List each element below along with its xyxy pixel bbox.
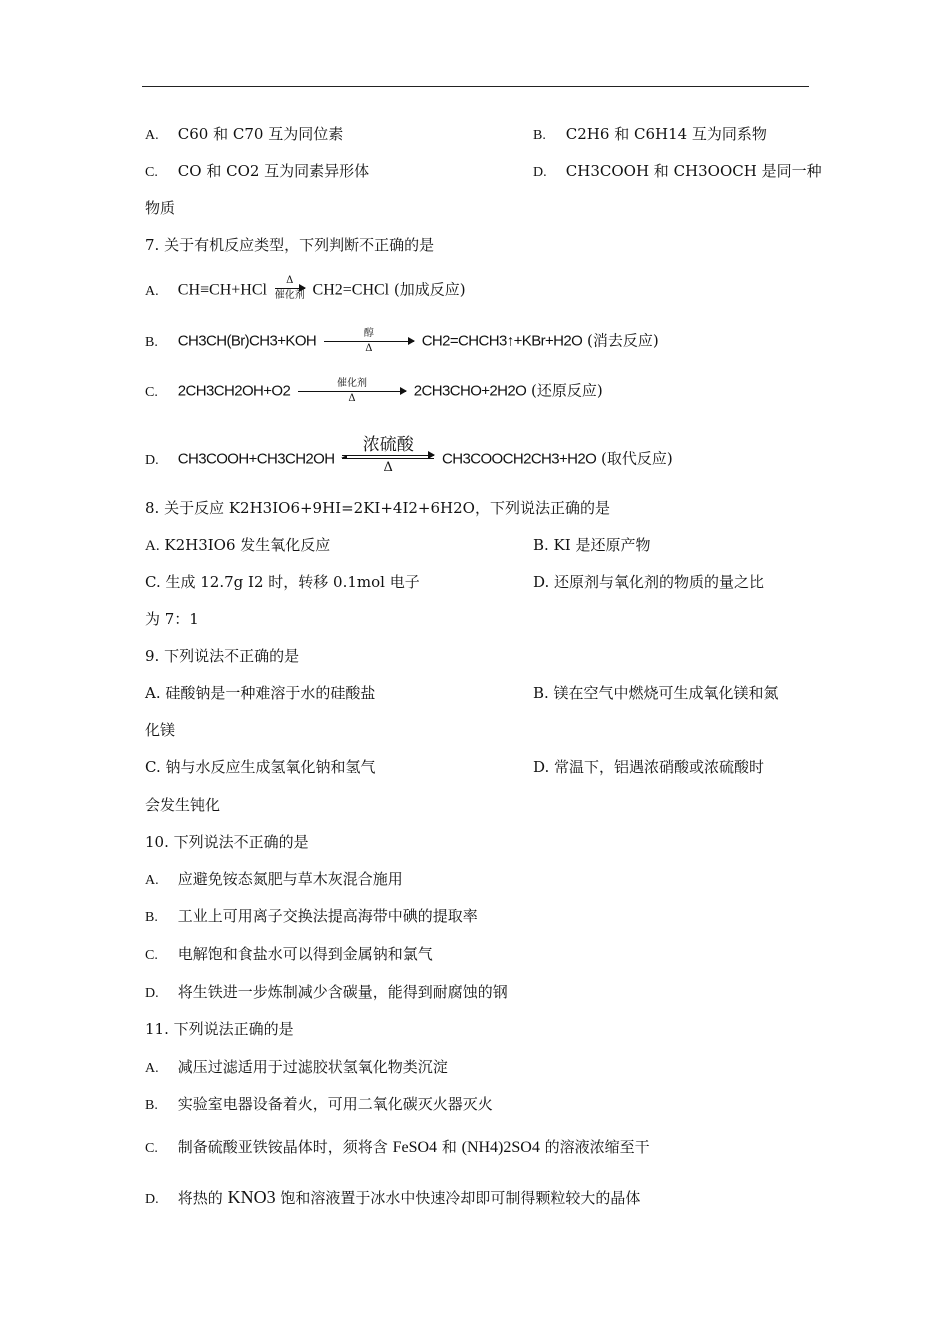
q7-d-type: (取代反应) [601, 449, 673, 468]
q7-option-d: D. CH3COOH+CH3CH2OH 浓硫酸 Δ CH3COOCH2CH3+H2O (取代反应) [145, 435, 673, 475]
q6-option-d-cont: 物质 [145, 199, 176, 217]
q11-option-b-text: 实验室电器设备着火，可用二氧化碳灭火器灭火 [177, 1095, 493, 1113]
q6-option-b: B. C2H6 和 C6H14 互为同系物 [533, 125, 767, 143]
q7-a-product: CH2=CHCl [312, 281, 390, 299]
q11-option-d-text-2: 饱和溶液置于冰水中快速冷却即可制得颗粒较大的晶体 [280, 1189, 641, 1207]
q8-option-b: B. KI 是还原产物 [533, 536, 651, 554]
q7-option-c: C. 2CH3CH2OH+O2 催化剂 Δ 2CH3CHO+2H2O (还原反应) [145, 378, 603, 404]
q6-option-a: A. C60 和 C70 互为同位素 [145, 125, 344, 143]
q11-option-a: A. 减压过滤适用于过滤胶状氢氧化物类沉淀 [145, 1058, 448, 1076]
q6-option-d-text: CH3COOH 和 CH3OOCH 是同一种 [565, 162, 822, 180]
q8-option-d: D. 还原剂与氧化剂的物质的量之比 [533, 573, 765, 591]
q6-option-b-text: C2H6 和 C6H14 互为同系物 [565, 125, 767, 143]
q9-option-b: B. 镁在空气中燃烧可生成氧化镁和氮 [533, 684, 779, 702]
q10-option-d: D. 将生铁进一步炼制减少含碳量，能得到耐腐蚀的钢 [145, 983, 508, 1001]
q7-stem: 7. 关于有机反应类型，下列判断不正确的是 [145, 236, 435, 254]
q7-d-reactants: CH3COOH+CH3CH2OH [177, 450, 335, 468]
q7-d-products: CH3COOCH2CH3+H2O [442, 450, 597, 468]
q10-option-d-text: 将生铁进一步炼制减少含碳量，能得到耐腐蚀的钢 [177, 983, 508, 1001]
q11-option-c-text-2: 和 [441, 1138, 457, 1156]
q6-option-d: D. CH3COOH 和 CH3OOCH 是同一种 [533, 162, 822, 180]
q7-a-reactants: CH≡CH+HCl [177, 281, 267, 299]
q10-option-b: B. 工业上可用离子交换法提高海带中碘的提取率 [145, 907, 478, 925]
q7-b-arrow: 醇 Δ [324, 329, 414, 354]
q11-option-b: B. 实验室电器设备着火，可用二氧化碳灭火器灭火 [145, 1095, 493, 1113]
q11-option-a-text: 减压过滤适用于过滤胶状氢氧化物类沉淀 [177, 1058, 448, 1076]
q7-b-type: (消去反应) [586, 331, 659, 350]
q7-d-equilibrium-arrow: 浓硫酸 Δ [342, 436, 434, 475]
q9-option-d: D. 常温下，铝遇浓硝酸或浓硫酸时 [533, 758, 765, 776]
q7-c-reactants: 2CH3CH2OH+O2 [177, 382, 291, 400]
q8-option-a-text: K2H3IO6 发生氧化反应 [164, 536, 331, 554]
q7-a-type: (加成反应) [393, 280, 466, 299]
q8-stem: 8. 关于反应 K2H3IO6+9HI=2KI+4I2+6H2O，下列说法正确的是 [145, 499, 610, 517]
q11-option-d: D. 将热的 KNO3 饱和溶液置于冰水中快速冷却即可制得颗粒较大的晶体 [145, 1187, 641, 1207]
q10-option-a: A. 应避免铵态氮肥与草木灰混合施用 [145, 870, 403, 888]
q9-option-c: C. 钠与水反应生成氢氧化钠和氢气 [145, 758, 376, 776]
q7-c-products: 2CH3CHO+2H2O [413, 382, 527, 400]
q7-option-b: B. CH3CH(Br)CH3+KOH 醇 Δ CH2=CHCH3↑+KBr+H2O (消去反应) [145, 328, 659, 354]
q7-b-reactants: CH3CH(Br)CH3+KOH [177, 332, 317, 350]
q6-option-c-text: CO 和 CO2 互为同素异形体 [177, 162, 370, 180]
header-rule [142, 86, 809, 87]
q7-a-arrow: Δ 催化剂 [274, 275, 305, 301]
q10-stem: 10. 下列说法不正确的是 [145, 833, 309, 851]
q11-c-formula-2: (NH4)2SO4 [461, 1139, 540, 1156]
q8-option-a: A. K2H3IO6 发生氧化反应 [145, 536, 331, 554]
q11-d-formula: KNO3 [227, 1187, 276, 1207]
q7-option-a: A. CH≡CH+HCl Δ 催化剂 CH2=CHCl (加成反应) [145, 275, 466, 301]
q9-option-d-cont: 会发生钝化 [145, 796, 221, 814]
q11-option-c-text-3: 的溶液浓缩至干 [544, 1138, 650, 1156]
q9-stem: 9. 下列说法不正确的是 [145, 647, 300, 665]
q9-option-b-cont: 化镁 [145, 721, 176, 739]
q7-b-products: CH2=CHCH3↑+KBr+H2O [421, 332, 583, 350]
q8-option-c: C. 生成 12.7g I2 时，转移 0.1mol 电子 [145, 573, 420, 591]
q11-option-d-text-1: 将热的 [177, 1189, 223, 1207]
q10-option-a-text: 应避免铵态氮肥与草木灰混合施用 [177, 870, 403, 888]
q10-option-c-text: 电解饱和食盐水可以得到金属钠和氯气 [177, 945, 433, 963]
q7-c-type: (还原反应) [531, 381, 603, 400]
q11-stem: 11. 下列说法正确的是 [145, 1020, 294, 1038]
q6-option-c: C. CO 和 CO2 互为同素异形体 [145, 162, 370, 180]
q8-option-d-cont: 为 7：1 [145, 610, 199, 628]
q9-option-a: A. 硅酸钠是一种难溶于水的硅酸盐 [145, 684, 376, 702]
q10-option-b-text: 工业上可用离子交换法提高海带中碘的提取率 [177, 907, 478, 925]
q11-option-c-text-1: 制备硫酸亚铁铵晶体时，须将含 [177, 1138, 388, 1156]
q6-option-a-text: C60 和 C70 互为同位素 [177, 125, 344, 143]
q11-option-c: C. 制备硫酸亚铁铵晶体时，须将含 FeSO4 和 (NH4)2SO4 的溶液浓缩至干 [145, 1138, 650, 1156]
q10-option-c: C. 电解饱和食盐水可以得到金属钠和氯气 [145, 945, 433, 963]
q7-c-arrow: 催化剂 Δ [298, 379, 406, 404]
q11-c-formula-1: FeSO4 [392, 1139, 438, 1156]
